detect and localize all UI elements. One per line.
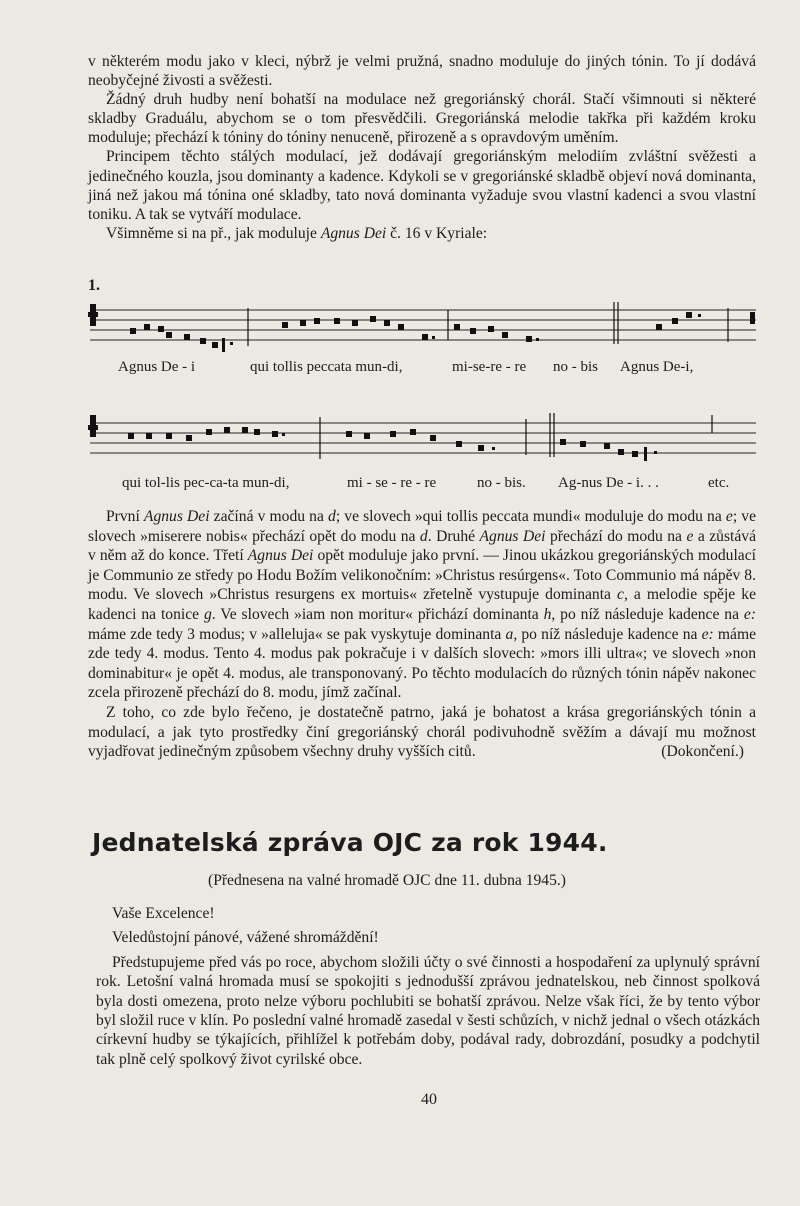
music-example-label: 1. [88,277,100,294]
lyric-2-1: qui tol-lis pec-ca-ta mun-di, [122,475,290,491]
paragraph-5: První Agnus Dei začíná v modu na d; ve slovech »qui tollis peccata mundi« moduluje do modu na e; ve slovech »miserere nobis« přechází opět do modu na d. Druhé Agnus Dei přechází do modu na e a zůstává v něm až do konce. Třetí Agnus Dei opět moduluje jako první. — Jinou ukázkou gregoriánských modulací je Communio ze středy po Hodu Božím velikonočním: »Christus resúrgens«. Toto Communio má nápěv 8. modu. Ve slovech »Christus resurgens ex mortuis« zřetelně vystupuje dominanta c, a melodie spěje ke kadenci na tonice g. Ve slovech »iam non moritur« přichází dominanta h, po níž následuje kadence na e: máme zde tedy 3 modus; v »alleluja« se pak vyskytuje dominanta a, po níž následuje kadence na e: máme zde tedy 4. modus. Tento 4. modus pak pokračuje i v dalších slovech: »mors illi ultra«; ve slovech »non dominabitur« je opět 4. modus, ale transponovaný. Po těchto modulacích do různých tónin nápěv nakonec zcela přirozeně přechází do 8. modu, jímž začínal. [88,508,757,702]
article-text-bottom [88,507,756,762]
report-body: Předstupujeme před vás po roce, abychom složili účty o své činnosti a hospodaření za uplynulý správní rok. Letošní valná hromada musí se spokojiti s jednodušší zprávou jednatelskou, neb činnost spolková byla dosti omezena, proto nelze výboru pochlubiti se bohatší zprávou. Nelze však říci, že by tento výbor byl složil ruce v klín. Po poslední valné hromadě zasedal v šesti schůzích, v nichž jednal o všech otázkách církevní hudby se týkajících, přihlížel k potřebám doby, podával rady, dobrozdání, posudky a podchytil tak plně celý spolkový život cyrilské obce. [96,953,760,1068]
page-number: 40 [421,1091,437,1108]
continued-note: (Dokončení.) [661,743,744,761]
lyric-2-5: etc. [708,475,730,491]
chant-staff-2 [88,407,760,473]
paragraph-4: Všimněme si na př., jak moduluje Agnus Dei č. 16 v Kyriale: [106,224,488,242]
paragraph-2: Žádný druh hudby není bohatší na modulace než gregoriánský chorál. Stačí všimnouti si některé skladby Graduálu, abychom se o tom přesvědčili. Gregoriánská melodie takřka při každém kroku moduluje; přechází k tóniny do tóniny nenuceně, přirozeně a s opravdovým uměním. [88,91,756,147]
lyric-1-1: Agnus De - i [118,359,196,375]
lyric-1-4: no - bis [553,359,598,375]
lyric-1-2: qui tollis peccata mun-di, [250,359,403,375]
article-heading: Jednatelská zpráva OJC za rok 1944. [92,828,608,857]
greeting-2: Veledůstojní pánové, vážené shromáždění! [112,929,379,947]
lyric-1-3: mi-se-re - re [452,359,527,375]
greeting-1: Vaše Excelence! [112,905,215,922]
lyric-1-5: Agnus De-i, [620,359,694,375]
lyric-2-4: Ag-nus De - i. . . [558,475,659,491]
lyric-2-3: no - bis. [477,475,526,491]
lyric-2-2: mi - se - re - re [347,475,437,491]
report-text [96,904,760,1069]
chant-staff-1 [88,298,760,360]
paragraph-6: Z toho, co zde bylo řečeno, je dostatečně patrno, jaká je bohatost a krása gregoriánských tónin a modulací, a jak tyto prostředky činí gregoriánský chorál podivuhodně svěžím a dávají mu možnost vyjadřovat jedinečným způsobem všechny druhy vyšších citů. (Dokončení.) [88,703,756,761]
paragraph-3: Principem těchto stálých modulací, jež dodávají gregoriánským melodiím zvláštní svěžesti a jedinečného kouzla, jsou dominanty a kadence. Kdykoli se v gregoriánské skladbě objeví nová dominanta, jiná než jakou má tónina oné skladby, tato nová dominanta vyžaduje svou vlastní kadenci a svou vlastní toniku. A tak se vytváří modulace. [88,148,756,223]
article-text-top [88,52,756,243]
paragraph-1: v některém modu jako v kleci, nýbrž je velmi pružná, snadno moduluje do jiných tónin. To jí dodává neobyčejné živosti a svěžesti. [88,53,756,90]
article-subtitle: (Přednesena na valné hromadě OJC dne 11. dubna 1945.) [208,872,566,889]
